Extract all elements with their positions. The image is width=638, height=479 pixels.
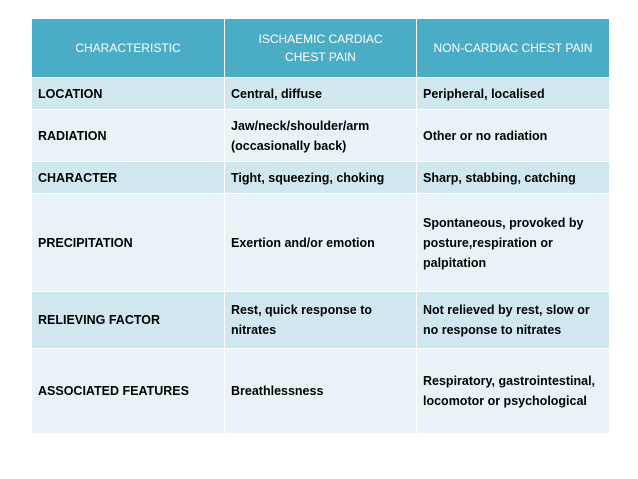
cell-noncardiac-relieving-factor: Not relieved by rest, slow or no response to nitrates — [417, 292, 610, 349]
cell-ischaemic-precipitation: Exertion and/or emotion — [225, 194, 417, 292]
header-non-cardiac: NON-CARDIAC CHEST PAIN — [417, 19, 610, 78]
table-header-row — [32, 19, 610, 78]
row-label-radiation: RADIATION — [32, 110, 225, 162]
comparison-table-container — [31, 18, 609, 434]
cell-ischaemic-relieving-factor: Rest, quick response to nitrates — [225, 292, 417, 349]
chest-pain-comparison-table — [31, 18, 610, 434]
header-ischaemic-cardiac — [225, 19, 417, 78]
table-row-character — [32, 162, 610, 194]
cell-ischaemic-location: Central, diffuse — [225, 78, 417, 110]
table-row-radiation — [32, 110, 610, 162]
row-label-relieving-factor: RELIEVING FACTOR — [32, 292, 225, 349]
cell-noncardiac-character: Sharp, stabbing, catching — [417, 162, 610, 194]
cell-ischaemic-character: Tight, squeezing, choking — [225, 162, 417, 194]
row-label-precipitation: PRECIPITATION — [32, 194, 225, 292]
cell-noncardiac-radiation: Other or no radiation — [417, 110, 610, 162]
header-characteristic: CHARACTERISTIC — [32, 19, 225, 78]
table-row-location — [32, 78, 610, 110]
cell-noncardiac-location: Peripheral, localised — [417, 78, 610, 110]
row-label-associated-features: ASSOCIATED FEATURES — [32, 349, 225, 434]
table-row-relieving-factor — [32, 292, 610, 349]
row-label-location: LOCATION — [32, 78, 225, 110]
header-ischaemic-cardiac-text: ISCHAEMIC CARDIAC CHEST PAIN — [258, 32, 383, 64]
table-row-associated-features — [32, 349, 610, 434]
cell-noncardiac-associated-features: Respiratory, gastrointestinal, locomotor or psychological — [417, 349, 610, 434]
cell-ischaemic-radiation: Jaw/neck/shoulder/arm (occasionally back) — [225, 110, 417, 162]
table-row-precipitation — [32, 194, 610, 292]
row-label-character: CHARACTER — [32, 162, 225, 194]
cell-noncardiac-precipitation: Spontaneous, provoked by posture,respiration or palpitation — [417, 194, 610, 292]
cell-ischaemic-associated-features: Breathlessness — [225, 349, 417, 434]
